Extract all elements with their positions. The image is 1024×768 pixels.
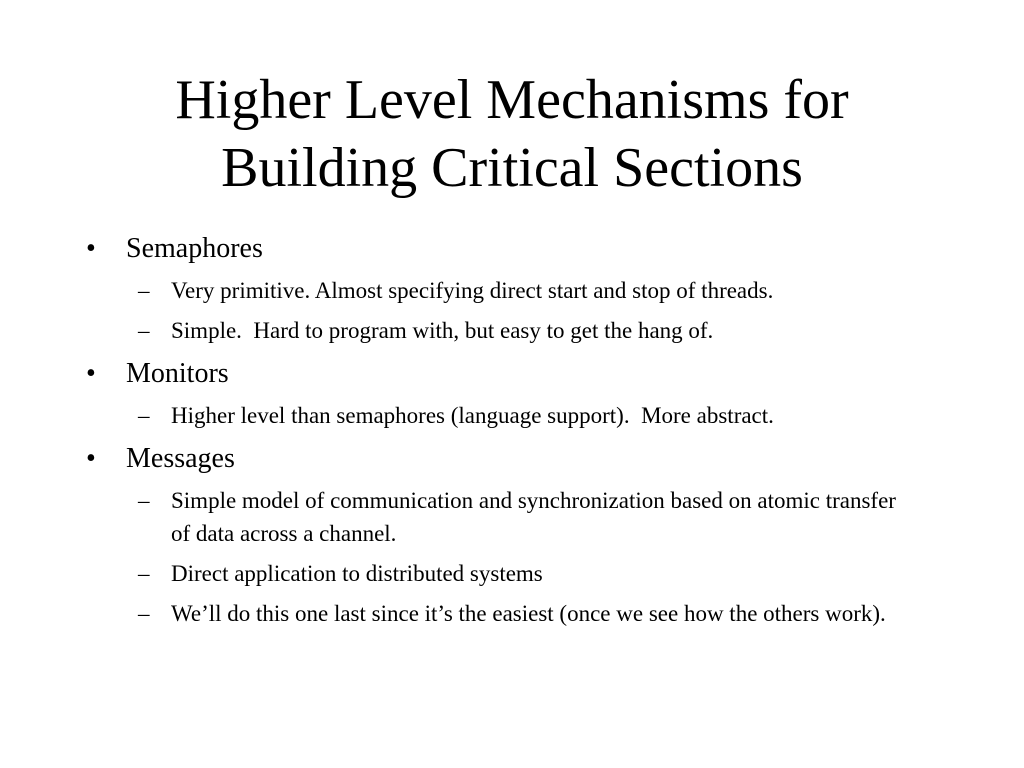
dash-icon: – xyxy=(138,403,150,428)
bullet-group-monitors xyxy=(86,355,946,432)
sub-bullet-text: Higher level than semaphores (language support). More abstract. xyxy=(171,403,774,428)
slide-body xyxy=(86,230,946,638)
dash-icon: – xyxy=(138,318,150,343)
sub-bullet-text: Simple model of communication and synchronization based on atomic transfer of data across a channel. xyxy=(171,488,896,546)
bullet-icon: • xyxy=(86,443,96,474)
bullet-text: Semaphores xyxy=(126,233,263,264)
sub-bullet-text: Very primitive. Almost specifying direct start and stop of threads. xyxy=(171,278,774,303)
dash-icon: – xyxy=(138,601,150,626)
bullet-item xyxy=(86,440,946,478)
sub-bullet-item xyxy=(86,557,946,590)
slide-title xyxy=(0,66,1024,202)
bullet-icon: • xyxy=(86,233,96,264)
dash-icon: – xyxy=(138,488,150,513)
sub-bullet-item xyxy=(86,597,916,630)
sub-bullet-item xyxy=(86,314,946,347)
sub-bullet-item xyxy=(86,484,911,550)
sub-bullet-item xyxy=(86,399,946,432)
dash-icon: – xyxy=(138,278,150,303)
bullet-item xyxy=(86,230,946,268)
bullet-text: Monitors xyxy=(126,358,229,389)
title-line-1: Higher Level Mechanisms for xyxy=(175,69,849,131)
bullet-group-semaphores xyxy=(86,230,946,347)
dash-icon: – xyxy=(138,561,150,586)
sub-bullet-item xyxy=(86,274,946,307)
bullet-text: Messages xyxy=(126,443,235,474)
sub-bullet-text: We’ll do this one last since it’s the easiest (once we see how the others work). xyxy=(171,601,886,626)
bullet-icon: • xyxy=(86,358,96,389)
bullet-item xyxy=(86,355,946,393)
bullet-group-messages xyxy=(86,440,946,630)
sub-bullet-text: Simple. Hard to program with, but easy to get the hang of. xyxy=(171,318,714,343)
sub-bullet-text: Direct application to distributed systems xyxy=(171,561,543,586)
title-line-2: Building Critical Sections xyxy=(221,137,803,199)
